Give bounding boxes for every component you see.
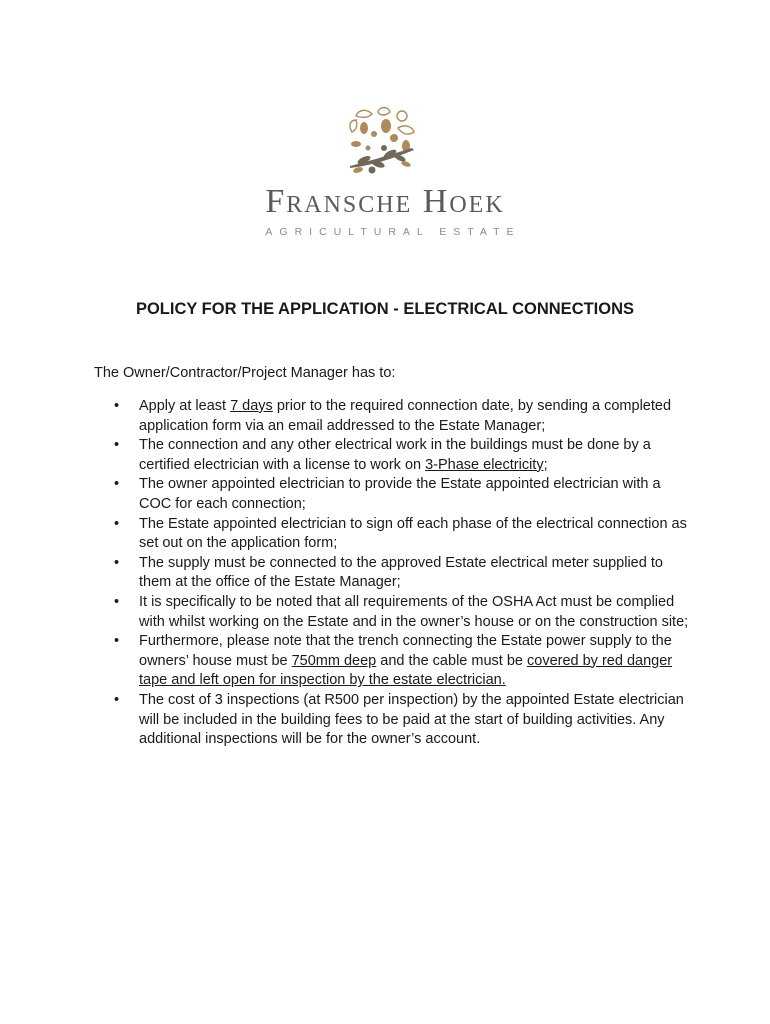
brand-subtitle: AGRICULTURAL ESTATE xyxy=(265,226,521,238)
list-item xyxy=(94,397,694,436)
underlined-text: 3-Phase electricity; xyxy=(425,456,548,473)
olive-branch-leaf-emblem-icon xyxy=(342,104,424,180)
requirements-list xyxy=(94,397,694,750)
item-text: The cost of 3 inspections (at R500 per inspection) by the appointed Estate electrician will be included in the building fees to be paid at the start of building activities. Any additional inspections will be for the owner’s account. xyxy=(139,691,684,748)
item-text: The owner appointed electrician to provide the Estate appointed electrician with a COC for each connection; xyxy=(139,476,661,512)
item-text: The supply must be connected to the approved Estate electrical meter supplied to them at the office of the Estate Manager; xyxy=(139,554,663,591)
bullet-icon: • xyxy=(114,691,120,708)
list-item xyxy=(94,475,694,514)
list-item xyxy=(94,632,694,691)
page-title: POLICY FOR THE APPLICATION - ELECTRICAL CONNECTIONS xyxy=(135,300,635,318)
bullet-icon: • xyxy=(114,476,120,493)
bullet-icon: • xyxy=(114,398,120,414)
brand-name: Fransche Hoek xyxy=(265,183,505,220)
item-text: Apply at least xyxy=(139,398,231,414)
intro-text: The Owner/Contractor/Project Manager has to: xyxy=(94,365,396,381)
item-text: prior to the required connection date, by sending a completed application form via an email addressed to the Estate Manager; xyxy=(139,398,672,434)
item-text: The Estate appointed electrician to sign off each phase of the electrical connection as set out on the application form; xyxy=(139,515,687,552)
underlined-text: 750mm deep xyxy=(291,652,377,669)
underlined-text: covered by red danger tape and left open for inspection by the estate electrician. xyxy=(139,652,673,689)
item-text: and the cable must be xyxy=(376,652,527,669)
list-item xyxy=(94,691,694,750)
bullet-icon: • xyxy=(114,437,120,454)
bullet-icon: • xyxy=(114,633,120,650)
list-item xyxy=(94,554,694,593)
list-item xyxy=(94,515,694,554)
list-item xyxy=(94,593,694,632)
list-item xyxy=(94,436,694,475)
bullet-icon: • xyxy=(114,515,120,532)
item-text: The connection and any other electrical work in the buildings must be done by a certified electrician with a license to work on xyxy=(139,437,651,473)
bullet-icon: • xyxy=(114,554,120,571)
bullet-icon: • xyxy=(114,593,120,610)
item-text: Furthermore, please note that the trench connecting the Estate power supply to the owners’ house must be xyxy=(139,633,672,669)
item-text: It is specifically to be noted that all requirements of the OSHA Act must be complied with whilst working on the Estate and in the owner’s house or on the construction site; xyxy=(139,593,689,630)
underlined-text: 7 days xyxy=(230,398,273,414)
